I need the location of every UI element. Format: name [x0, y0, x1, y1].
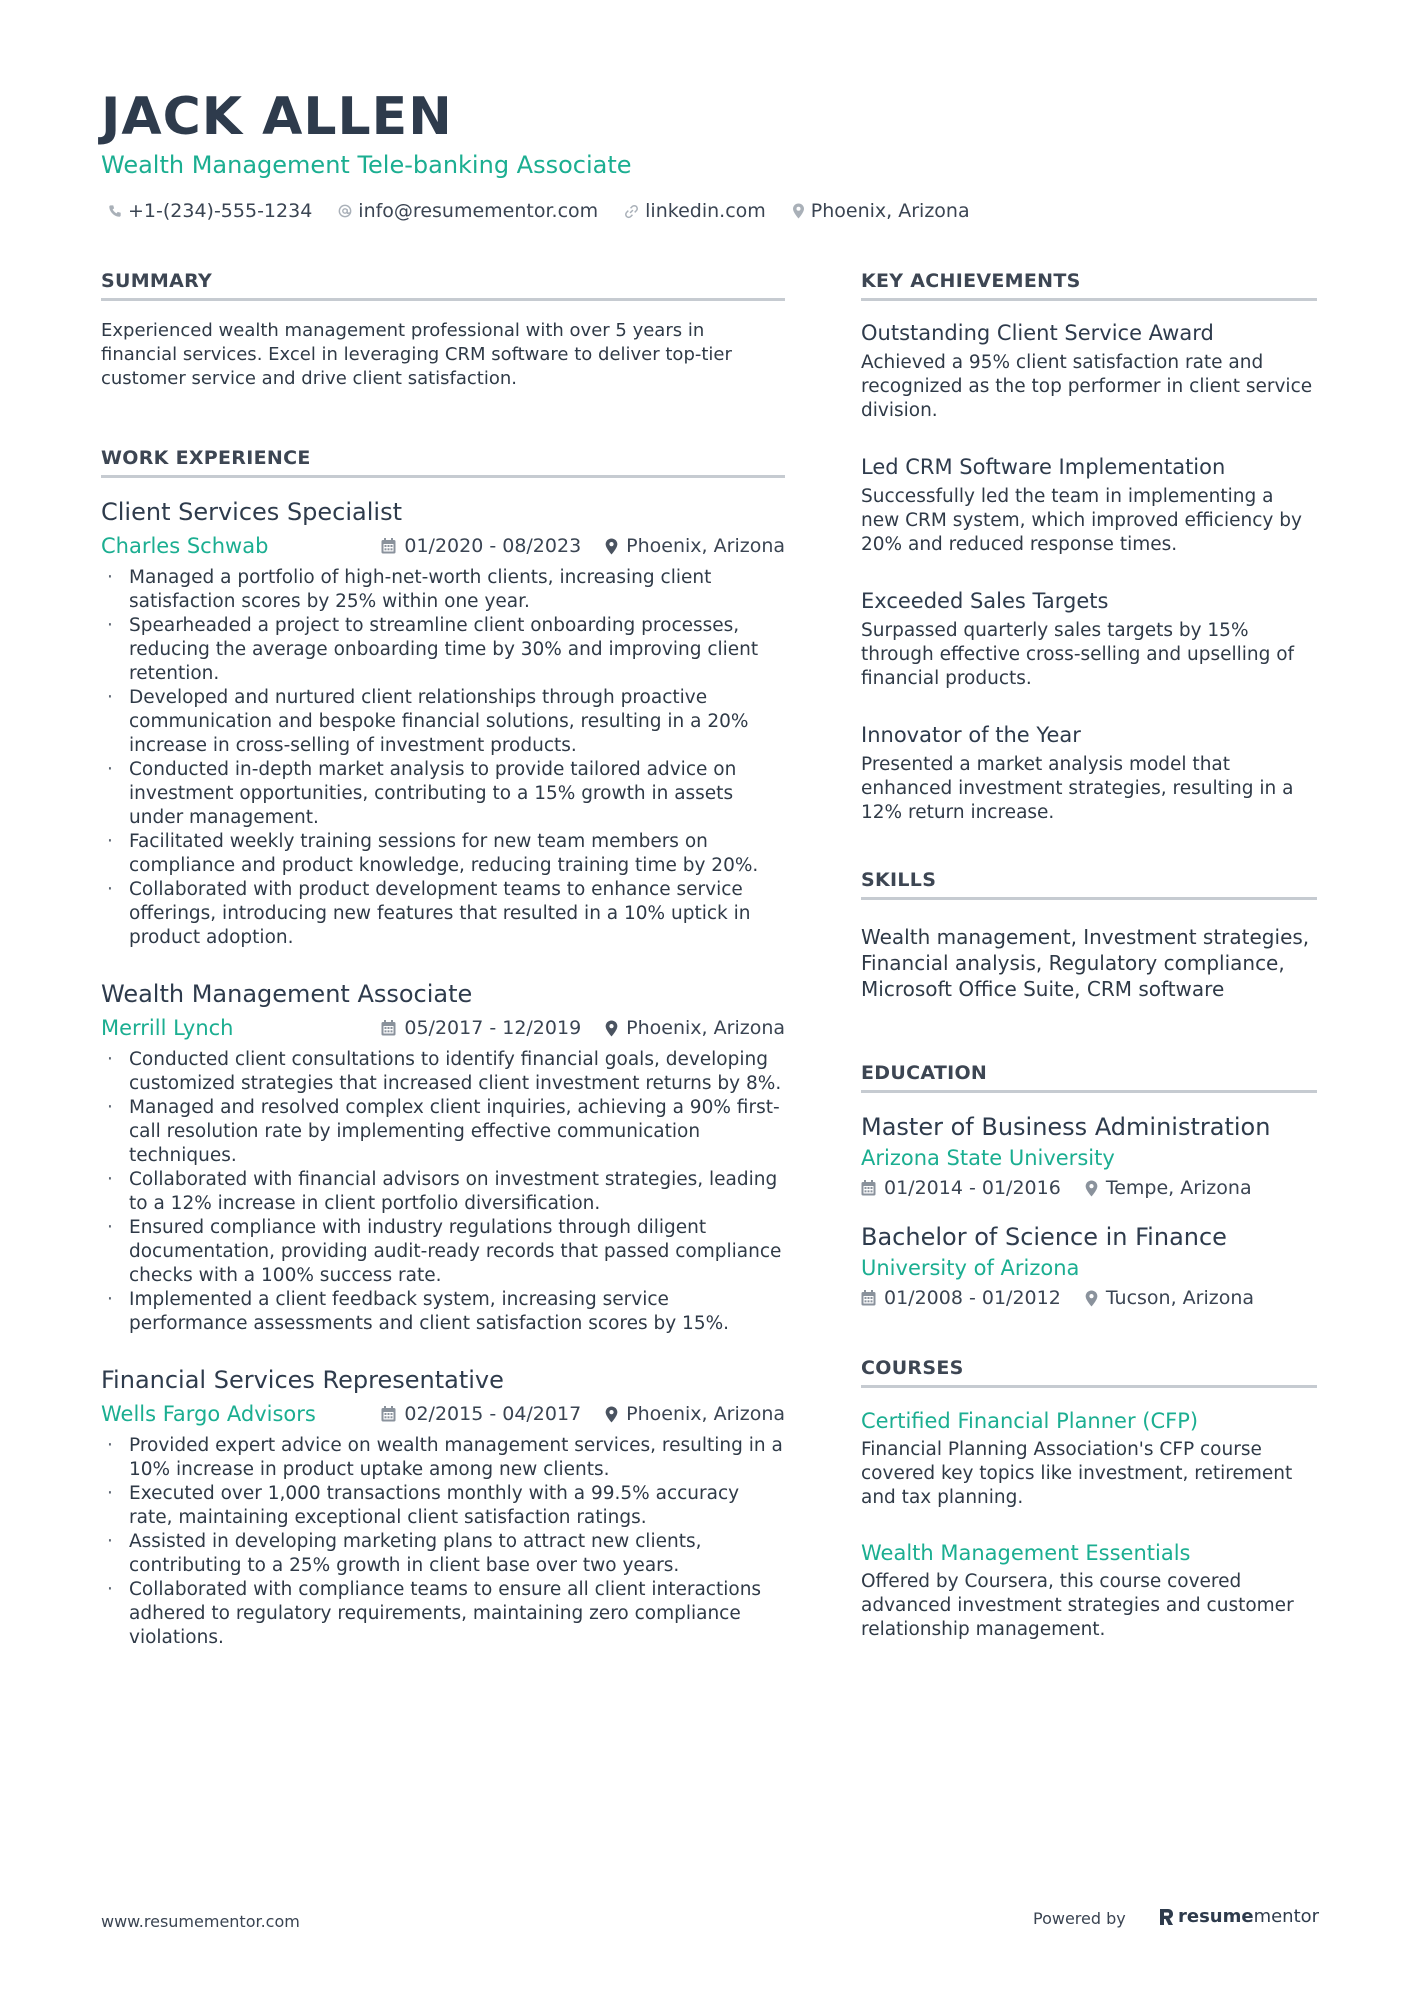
location-icon [605, 1406, 618, 1423]
education-meta [861, 1177, 1317, 1199]
resumementor-logo-icon [1158, 1907, 1174, 1927]
job-bullet: · Provided expert advice on wealth management services, resulting in a 10% increase in product uptake among new clients. [101, 1434, 785, 1482]
job-bullet: · Developed and nurtured client relationships through proactive communication and bespoke financial solutions, resulting in a 20% increase in cross-selling of investment products. [101, 686, 785, 758]
education-dates [861, 1177, 1061, 1199]
achievement-item [861, 587, 1317, 691]
job-bullet: · Managed and resolved complex client inquiries, achieving a 90% first-call resolution rate by implementing effective communication techniques. [101, 1096, 785, 1168]
summary-heading: SUMMARY [101, 268, 785, 301]
job-bullet: · Collaborated with product development teams to enhance service offerings, introducing new features that resulted in a 10% uptick in product adoption. [101, 878, 785, 950]
education-item [861, 1111, 1317, 1199]
contact-email-text: info@resumementor.com [358, 200, 599, 222]
job-dates-text: 02/2015 - 04/2017 [404, 1403, 582, 1425]
contact-location [792, 198, 970, 224]
contact-phone-text: +1-(234)-555-1234 [128, 200, 313, 222]
job-location-text: Phoenix, Arizona [626, 535, 785, 557]
job-bullets [101, 566, 785, 950]
education-dates [861, 1287, 1061, 1309]
job-dates-text: 01/2020 - 08/2023 [404, 535, 582, 557]
courses-heading: COURSES [861, 1355, 1317, 1388]
job-location [605, 535, 785, 557]
job-title: Wealth Management Associate [101, 980, 473, 1008]
job-bullets [101, 1048, 785, 1336]
job-company: Merrill Lynch [101, 1016, 234, 1040]
job-bullets [101, 1434, 785, 1650]
education-location [1085, 1177, 1252, 1199]
skills-heading: SKILLS [861, 867, 1317, 900]
course-item [861, 1406, 1317, 1510]
location-icon [1085, 1290, 1098, 1307]
footer-brand-bold: resume [1178, 1906, 1254, 1927]
achievement-item [861, 319, 1317, 423]
job-bullet: · Facilitated weekly training sessions for new team members on compliance and product knowledge, reducing training time by 20%. [101, 830, 785, 878]
course-desc: Offered by Coursera, this course covered advanced investment strategies and customer relationship management. [861, 1571, 1294, 1640]
job-location-text: Phoenix, Arizona [626, 1403, 785, 1425]
education-school: Arizona State University [861, 1146, 1115, 1170]
job-company: Wells Fargo Advisors [101, 1402, 316, 1426]
education-section [861, 1060, 1317, 1309]
contact-linkedin-text: linkedin.com [645, 200, 766, 222]
job-bullet: · Assisted in developing marketing plans to attract new clients, contributing to a 25% growth in client base over two years. [101, 1530, 785, 1578]
calendar-icon [861, 1290, 876, 1306]
left-column [101, 268, 785, 1678]
achievement-title: Innovator of the Year [861, 723, 1081, 747]
education-location [1085, 1287, 1254, 1309]
achievement-title: Outstanding Client Service Award [861, 321, 1214, 345]
job-company: Charles Schwab [101, 534, 269, 558]
education-item [861, 1221, 1317, 1309]
achievement-item [861, 453, 1317, 557]
job-location-text: Phoenix, Arizona [626, 1017, 785, 1039]
achievement-desc: Presented a market analysis model that enhanced investment strategies, resulting in a 12% return increase. [861, 754, 1294, 823]
courses-section [861, 1355, 1317, 1642]
at-icon [338, 204, 352, 218]
job-bullet: · Executed over 1,000 transactions monthly with a 99.5% accuracy rate, maintaining exceptional client satisfaction ratings. [101, 1482, 785, 1530]
education-degree: Bachelor of Science in Finance [861, 1223, 1227, 1251]
candidate-name: JACK ALLEN [101, 87, 453, 147]
summary-text: Experienced wealth management professional with over 5 years in financial services. Excel in leveraging CRM software to deliver top-tier customer service and drive client satisfaction. [101, 320, 732, 389]
course-desc: Financial Planning Association's CFP course covered key topics like investment, retirement and tax planning. [861, 1439, 1293, 1508]
job-entry [101, 496, 785, 950]
job-meta [101, 1014, 785, 1042]
job-location [605, 1017, 785, 1039]
education-dates-text: 01/2014 - 01/2016 [884, 1177, 1061, 1199]
phone-icon [108, 204, 122, 218]
job-dates [381, 535, 581, 557]
contact-bar [108, 198, 996, 224]
achievement-desc: Successfully led the team in implementing a new CRM system, which improved efficiency by 20% and reduced response times. [861, 486, 1302, 555]
achievement-title: Exceeded Sales Targets [861, 589, 1109, 613]
education-meta [861, 1287, 1317, 1309]
link-icon [624, 204, 639, 219]
footer-brand-light: mentor [1253, 1906, 1320, 1927]
experience-section [101, 445, 785, 1650]
education-school: University of Arizona [861, 1256, 1080, 1280]
location-icon [605, 1020, 618, 1037]
experience-heading: WORK EXPERIENCE [101, 445, 785, 478]
location-icon [1085, 1180, 1098, 1197]
calendar-icon [381, 1406, 396, 1422]
job-location [605, 1403, 785, 1425]
calendar-icon [861, 1180, 876, 1196]
achievements-section [861, 268, 1317, 825]
footer-brand-logo[interactable] [1158, 1906, 1319, 1927]
job-bullet: · Implemented a client feedback system, increasing service performance assessments and client satisfaction scores by 15%. [101, 1288, 785, 1336]
education-heading: EDUCATION [861, 1060, 1317, 1093]
job-bullet: · Ensured compliance with industry regulations through diligent documentation, providing audit-ready records that passed compliance checks with a 100% success rate. [101, 1216, 785, 1288]
contact-linkedin[interactable] [624, 198, 766, 224]
skills-text: Wealth management, Investment strategies, Financial analysis, Regulatory compliance, Microsoft Office Suite, CRM software [861, 925, 1310, 1001]
job-meta [101, 532, 785, 560]
achievement-desc: Achieved a 95% client satisfaction rate and recognized as the top performer in client service division. [861, 352, 1313, 421]
calendar-icon [381, 1020, 396, 1036]
job-bullet: · Spearheaded a project to streamline client onboarding processes, reducing the average onboarding time by 30% and improving client retention. [101, 614, 785, 686]
education-location-text: Tempe, Arizona [1105, 1177, 1252, 1199]
contact-email[interactable] [338, 198, 598, 224]
education-degree: Master of Business Administration [861, 1113, 1271, 1141]
footer-powered-by: Powered by [1033, 1909, 1126, 1928]
job-bullet: · Conducted client consultations to identify financial goals, developing customized strategies that increased client investment returns by 8%. [101, 1048, 785, 1096]
skills-section [861, 867, 1317, 1002]
course-title: Wealth Management Essentials [861, 1541, 1191, 1565]
contact-location-text: Phoenix, Arizona [810, 200, 970, 222]
job-bullet: · Collaborated with compliance teams to ensure all client interactions adhered to regulatory requirements, maintaining zero compliance violations. [101, 1578, 785, 1650]
job-entry [101, 978, 785, 1336]
course-item [861, 1538, 1317, 1642]
right-column [861, 268, 1317, 1670]
achievement-desc: Surpassed quarterly sales targets by 15% through effective cross-selling and upselling of financial products. [861, 620, 1295, 689]
calendar-icon [381, 538, 396, 554]
job-dates-text: 05/2017 - 12/2019 [404, 1017, 582, 1039]
education-dates-text: 01/2008 - 01/2012 [884, 1287, 1061, 1309]
job-bullet: · Conducted in-depth market analysis to provide tailored advice on investment opportunities, contributing to a 15% growth in assets under management. [101, 758, 785, 830]
achievements-heading: KEY ACHIEVEMENTS [861, 268, 1317, 301]
job-meta [101, 1400, 785, 1428]
contact-phone[interactable] [108, 198, 312, 224]
footer-url[interactable]: www.resumementor.com [101, 1912, 300, 1931]
job-bullet: · Collaborated with financial advisors on investment strategies, leading to a 12% increase in client portfolio diversification. [101, 1168, 785, 1216]
achievement-title: Led CRM Software Implementation [861, 455, 1226, 479]
candidate-headline: Wealth Management Tele-banking Associate [101, 151, 632, 179]
job-dates [381, 1403, 581, 1425]
summary-section [101, 268, 785, 391]
location-icon [792, 203, 805, 219]
course-title: Certified Financial Planner (CFP) [861, 1409, 1199, 1433]
job-entry [101, 1364, 785, 1650]
location-icon [605, 538, 618, 555]
education-location-text: Tucson, Arizona [1105, 1287, 1255, 1309]
job-title: Financial Services Representative [101, 1366, 504, 1394]
achievement-item [861, 721, 1317, 825]
job-title: Client Services Specialist [101, 498, 402, 526]
job-bullet: · Managed a portfolio of high-net-worth clients, increasing client satisfaction scores by 25% within one year. [101, 566, 785, 614]
job-dates [381, 1017, 581, 1039]
